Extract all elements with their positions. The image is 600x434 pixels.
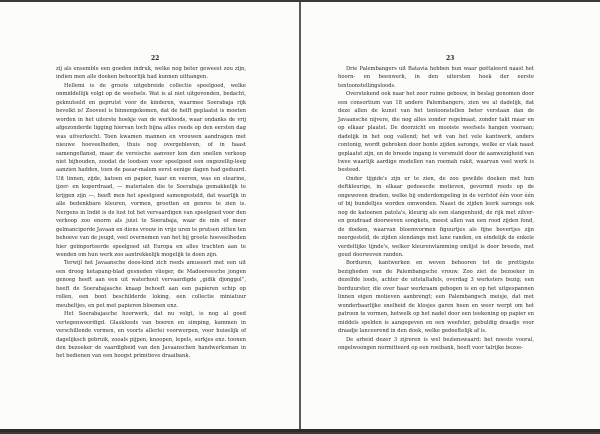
- paragraph: Borduren, kantwerken en weven behooren tot de prettigste bezigheden van de Palembangsche vrouw. Zoo ziet de bezoeker in dezelfde loods, achter de uitstaltafels, overdag 3 werksters bezig; een borduurster, die over haar werkraam gebogen is en op het uitgespannen linnen eigen motieven aanbrengt; een Palembangsch meisje, dat met wonderbaarlijke snelheid de klosjes garen heen en weer werpt om het patroon te vormen, hetwelk op het nadel door een teekening op papier en middels spelden is aangegeven en een weefster, gebuldig draadje voor draadje lanceerend in den doek, welke gedeeltelijk af is.: [338, 260, 534, 335]
- book-spread: [0, 2, 600, 432]
- paragraph: Het Soerabajasche hoorwerk, dat nu volgt, is nog al goed vertegenwoordigd. Glaskleeds van boeren en simping, kammen in verschillende vormen, en voorts allerlei voorwerpen, voor huiselijk of dagelijksch gebruik, zooals pijpen, knoopen, lepels, sorkjes enz. toonen den bezoeker de vaardigheid van den Javaanschen handwerksman in het bedienen van een hoogst primitieve draaibank.: [56, 311, 246, 360]
- paragraph: Drie Palembangers uit Batavia hebben hun waar geëtaleerd naast het hoorn- en beenwerk, in den uitersten hoek der eerste tentoonstellingsloods.: [338, 66, 534, 89]
- page-body: [338, 65, 534, 352]
- paragraph: Terwijl het Javaansche doos-kind zich reeds amuseert met een uit een droog ketapang-blad gesneden vlieger, de Madoereesche jongen genoeg heeft aan een uit waterhout vervaardigde „gidik djonggol”, heeft de Soerabajasche knaap behoeft aan een papieren schip op rollen, een bont beschilderde loking, een collectie miniatuur meubeltjes, en pet met papieren bloemen enz.: [56, 260, 246, 309]
- paragraph: Onder tijgide's zijn er te zien, de zoo gewilde doeken met hun deftkleurige, in elkaar gedoescde motieven, gevormd reeds op de ongewoven draden, welke bij onderdompeling in de verfstof één voor één of bij bundeltjes worden omwonden. Naast de zijden leerk sarongs ook nog de katoenen patola's, kleurig als een slangenhuid, de rijk met zilver- en goudraad doorweven songkets, meest allen van een rood zijden fond, de doeken, waarvan bloemvormen figuurtjes als fijne bovertjes zijn neergesteld, de zijden slendangs met lane randen, en eindelijk de enkele verdeltijke tijnde's, welker kleurenvlamming omlijst is door breede, met goud doorweven randen.: [338, 175, 534, 258]
- left-page: [0, 2, 299, 432]
- page-body: [56, 65, 246, 361]
- bottom-edge: [0, 429, 600, 432]
- page-number: 22: [151, 55, 160, 62]
- right-page: [301, 2, 600, 432]
- paragraph: Overstekend ook naar het zeer ruime gebouw, in beslag genomen door een consortium van 18 andere Palembangers, zien we al dadelijk, dat deze allen de kunst van het tentoonstellen beter verstaan dan de Javaansche nijvere, die nog alles zonder regelmaat, zonder takt maar en op elkaar plaatst. De doorzicht en mooiste weefsels hangen vooraan; dadelijk in het oog vallend; het wit van het vele kantwerk, anders contonig, wordt gebroken door bonte zijden sarongs, welke er vlak naast geplaatst zijn, en de breede ingang is versmuld door de aanwezigheid van twee waarlijk aardige modellen van roemah rakit, waarvan veel werk is besteed.: [338, 91, 534, 174]
- paragraph: Hellemi is de groote uitgebreide collectie speelgoed, welke onmiddellijk volgt op de weefsels. Wat is al niet uitgevonden, bedacht, geknutseld en geprutst voor de kinderen, waarmee Soerabaja rijk bevolkt is! Zooveel is binnengekomen, dat de helft geplaatst is moeten worden in het uiterste hoekje van de werkloods, waar ondanks de vrij afgezonderde ligging hiervan toch bijna alles reeds op den eersten dag was uitverkocht. Toen kwamen mannen en vrouwen aandragen met nieuwe hoeveelheden, thuis nog overgebleven, of in haast samengeflansd, maar de vereische aanvoer kon den snellen verkoop niet bijhouden, zoodat de loodsen voor speelgoed een ongezellig-leeg aanzien hadden, toen de pasar-malem eerst eenige dagen had geduurd. Uit linnen, zijde, katoen en papier, haar en veeren, was en stearine, ijzer- en koperdraad, — materialen die te Soerabaja gemakkelijk te krijgen zijn —, heeft men het speelgoed samengesteld, dat waarlijk in alle bedenkbare kleuren, vormen, grootten en genres te zien is. Nergens in Indië is de lust tot het vervaardigen van speelgoed voor den verkoop zoo enorm als juist te Soerabaja, waar de min of meer gelmanciperde Javaan en diens vrouw in vrije uren te prutsen zitten ten behoeve van de jeugd, veel overnemen van het bij groote hoeveelheden hier geïmporteerde speelgoed uit Europa en alles trachten aan te wenden om hun werk zoo aantrekkelijk mogelijk te doen zijn.: [56, 82, 246, 258]
- paragraph: zij als ensemble een goeden indruk, welke nog beter geweest zou zijn, indien men alle doeken behoorlijk had kunnen uithangen.: [56, 66, 246, 81]
- paragraph: De arbeid dezer 3 zijreren is wel bezienswaard; het noeste vooral, ongelwoongen normitteerd op een roeibank, heeft voor talrijke bezoe-: [338, 336, 534, 351]
- page-number: 23: [446, 55, 455, 62]
